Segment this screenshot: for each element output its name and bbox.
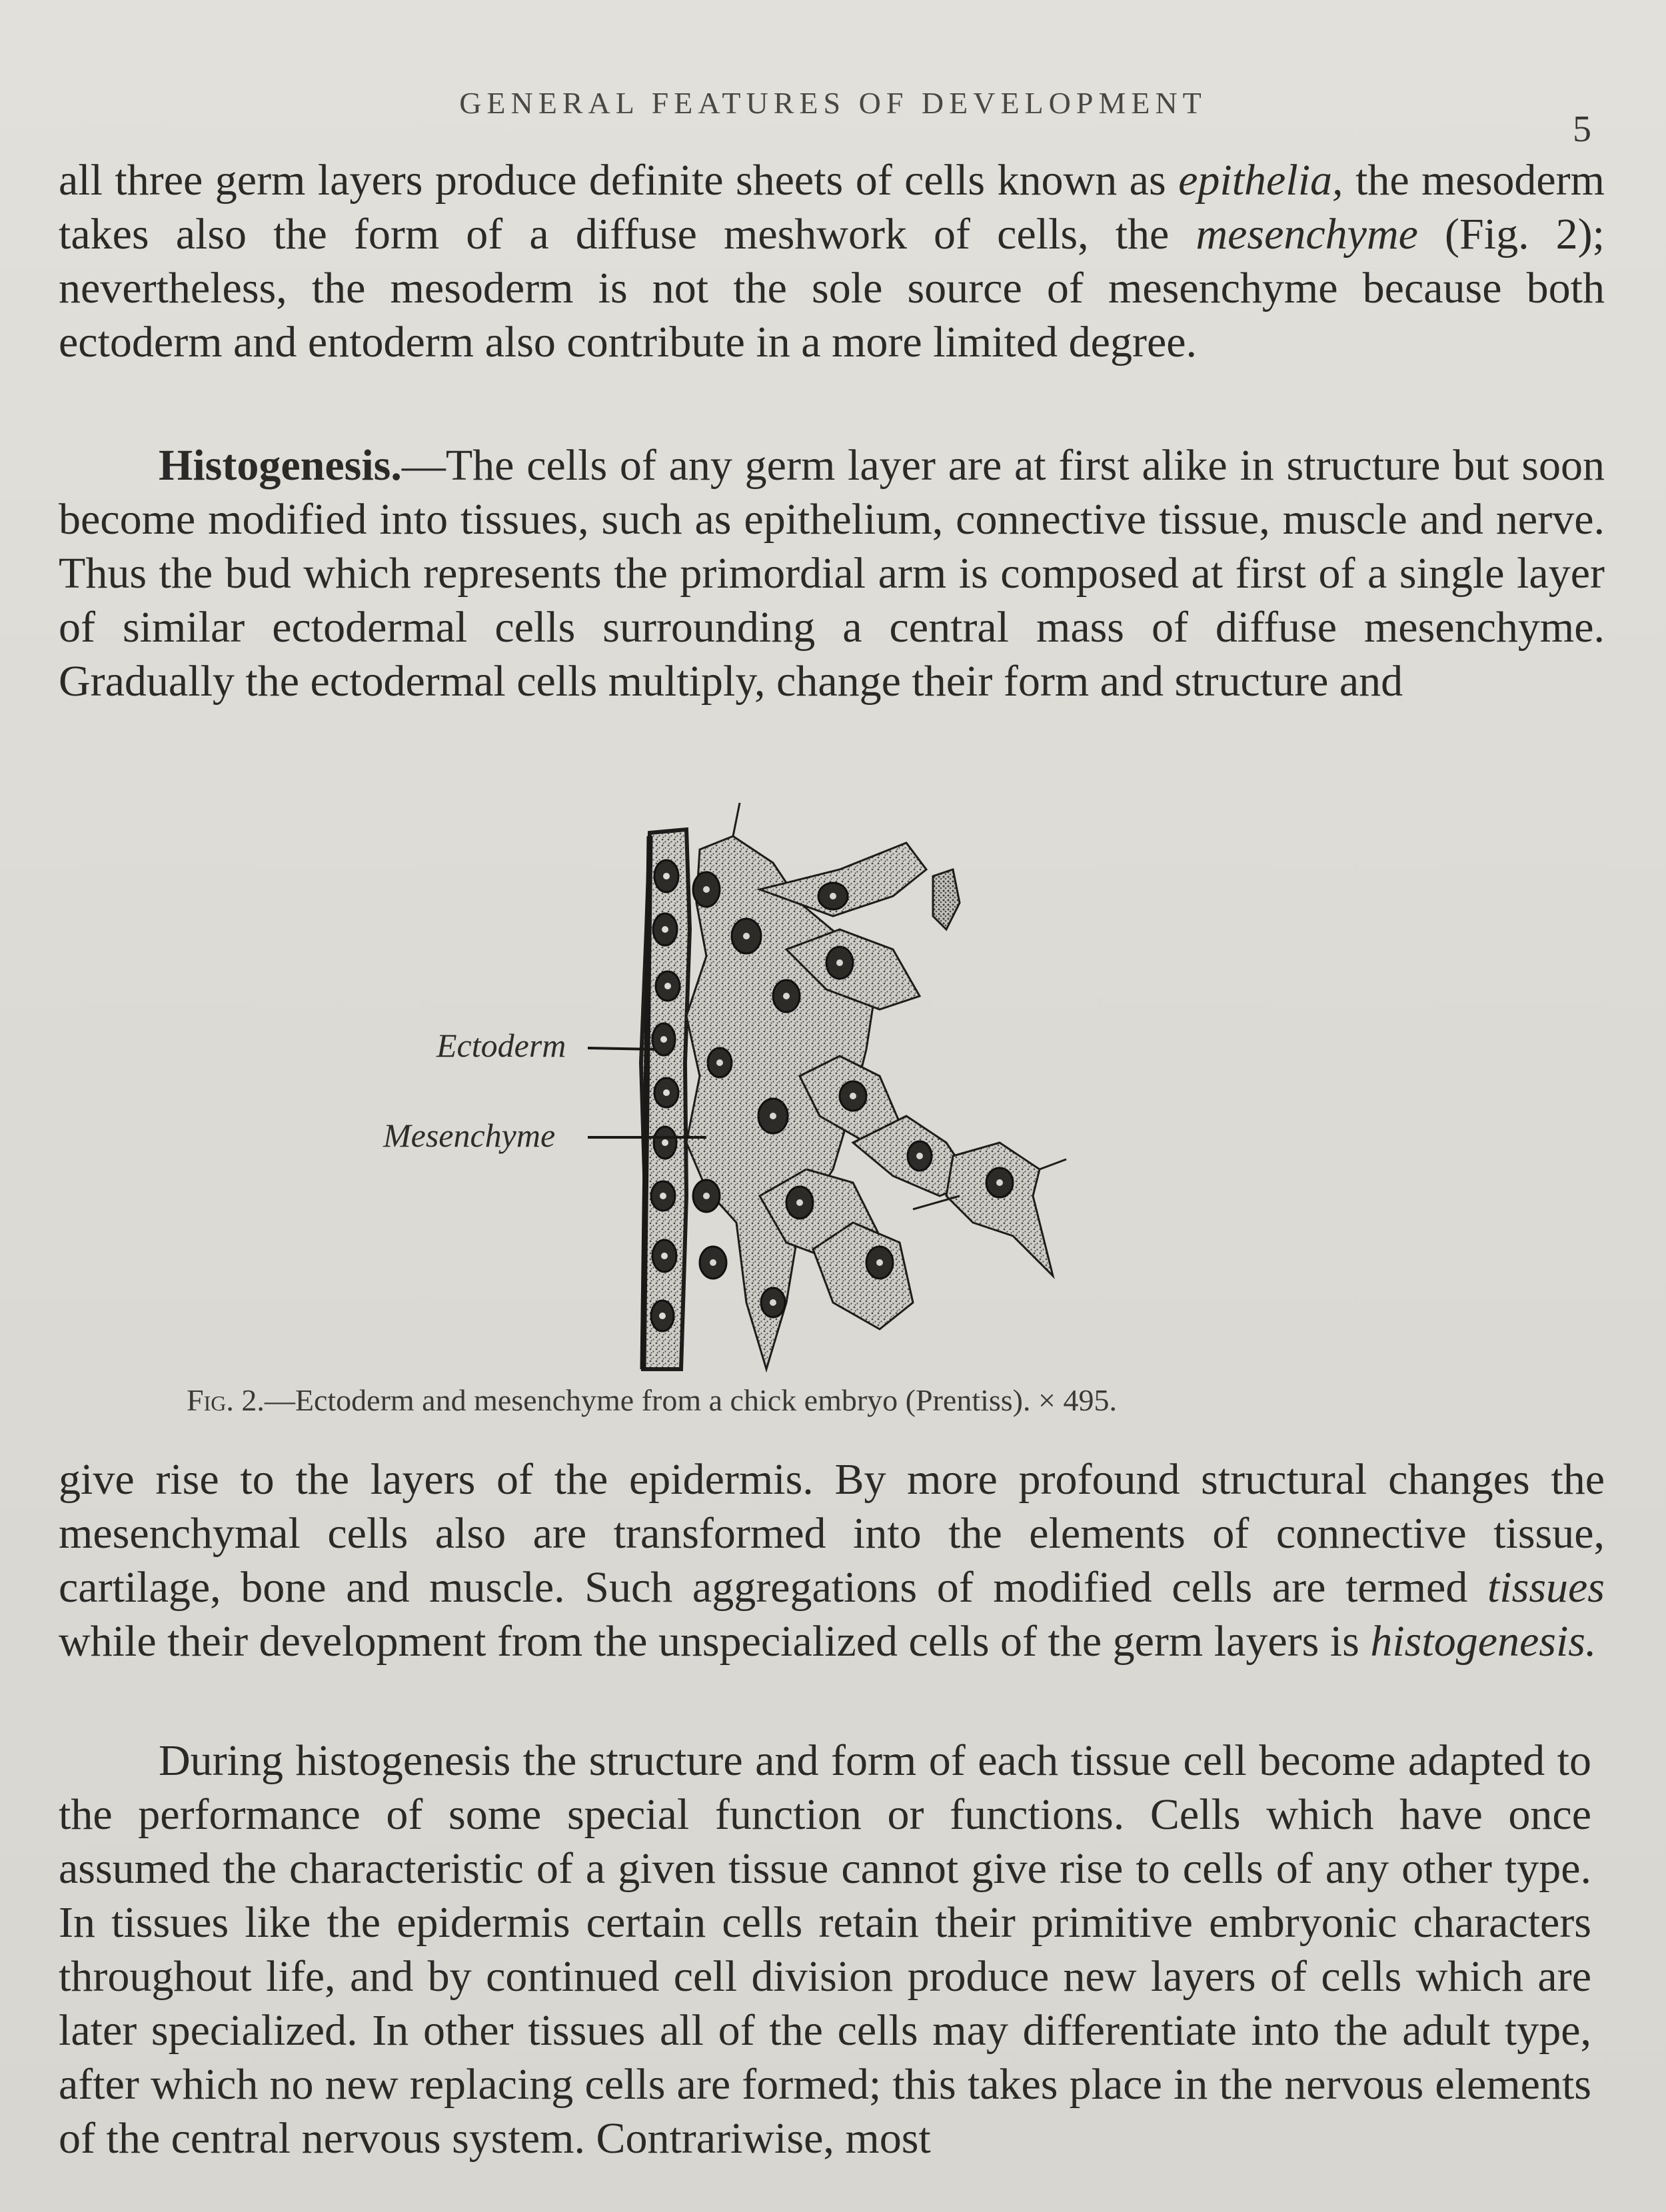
term-epithelia: epithelia, bbox=[1178, 156, 1343, 205]
cell-illustration bbox=[373, 796, 1106, 1382]
figure-ectoderm-mesenchyme bbox=[373, 796, 1106, 1382]
caption-text: —Ectoderm and mesenchyme from a chick embryo (Prentiss). × 495. bbox=[264, 1383, 1117, 1417]
paragraph-histogenesis-detail bbox=[59, 1734, 1591, 2165]
term-histogenesis: histogenesis. bbox=[1370, 1617, 1597, 1666]
running-head: GENERAL FEATURES OF DEVELOPMENT bbox=[459, 86, 1207, 120]
label-ectoderm: Ectoderm bbox=[436, 1027, 566, 1064]
mesenchyme-network bbox=[686, 803, 1066, 1369]
caption-fig-number: Fig. 2. bbox=[187, 1383, 265, 1417]
term-tissues: tissues bbox=[1487, 1563, 1605, 1612]
paragraph-germ-layers bbox=[59, 153, 1605, 369]
term-mesenchyme: mesenchyme bbox=[1196, 210, 1418, 259]
leader-line-ectoderm bbox=[588, 1048, 656, 1049]
label-mesenchyme: Mesenchyme bbox=[383, 1117, 556, 1154]
text: the mesoderm takes also the form of a diffuse meshwork of cells, the bbox=[59, 156, 1605, 259]
text: —The cells of any germ layer are at first alike in structure but soon become modified into tissues, such as epithelium, connective tissue, muscle and nerve. Thus the bud which represents the primordial arm is composed at first of a single layer of similar ectodermal cells surrounding a central mass of diffuse mesenchyme. Gradually the ectodermal cells multiply, change their form and structure and bbox=[59, 441, 1605, 706]
section-heading: Histogenesis. bbox=[159, 441, 402, 490]
text: give rise to the layers of the epidermis. By more profound structural changes the mesenchymal cells also are transformed into the elements of connective tissue, cartilage, bone and muscle. Such aggregations of modified cells are termed bbox=[59, 1455, 1605, 1612]
page-number: 5 bbox=[1573, 109, 1591, 150]
text: During histogenesis the structure and form of each tissue cell become adapted to the performance of some special function or functions. Cells which have once assumed the characteristic of a given tissue cannot give rise to cells of any other type. In tissues like the epidermis certain cells retain their primitive embryonic characters throughout life, and by continued cell division produce new layers of cells which are later specialized. In other tissues all of the cells may differentiate into the adult type, after which no new replacing cells are formed; this takes place in the nervous elements of the central nervous system. Contrariwise, most bbox=[59, 1736, 1591, 2163]
text: while their development from the unspecialized cells of the germ layers is bbox=[59, 1617, 1371, 1666]
paragraph-tissues bbox=[59, 1452, 1605, 1668]
ectoderm-layer bbox=[641, 830, 690, 1369]
text: (Fig. 2); nevertheless, the mesoderm is not the sole source of mesenchyme because both ectoderm and entoderm also contribute in a more limited degree. bbox=[59, 210, 1605, 366]
text: all three germ layers produce definite sheets of cells known as bbox=[59, 156, 1179, 205]
paragraph-histogenesis bbox=[59, 438, 1605, 708]
figure-caption bbox=[187, 1382, 1493, 1418]
